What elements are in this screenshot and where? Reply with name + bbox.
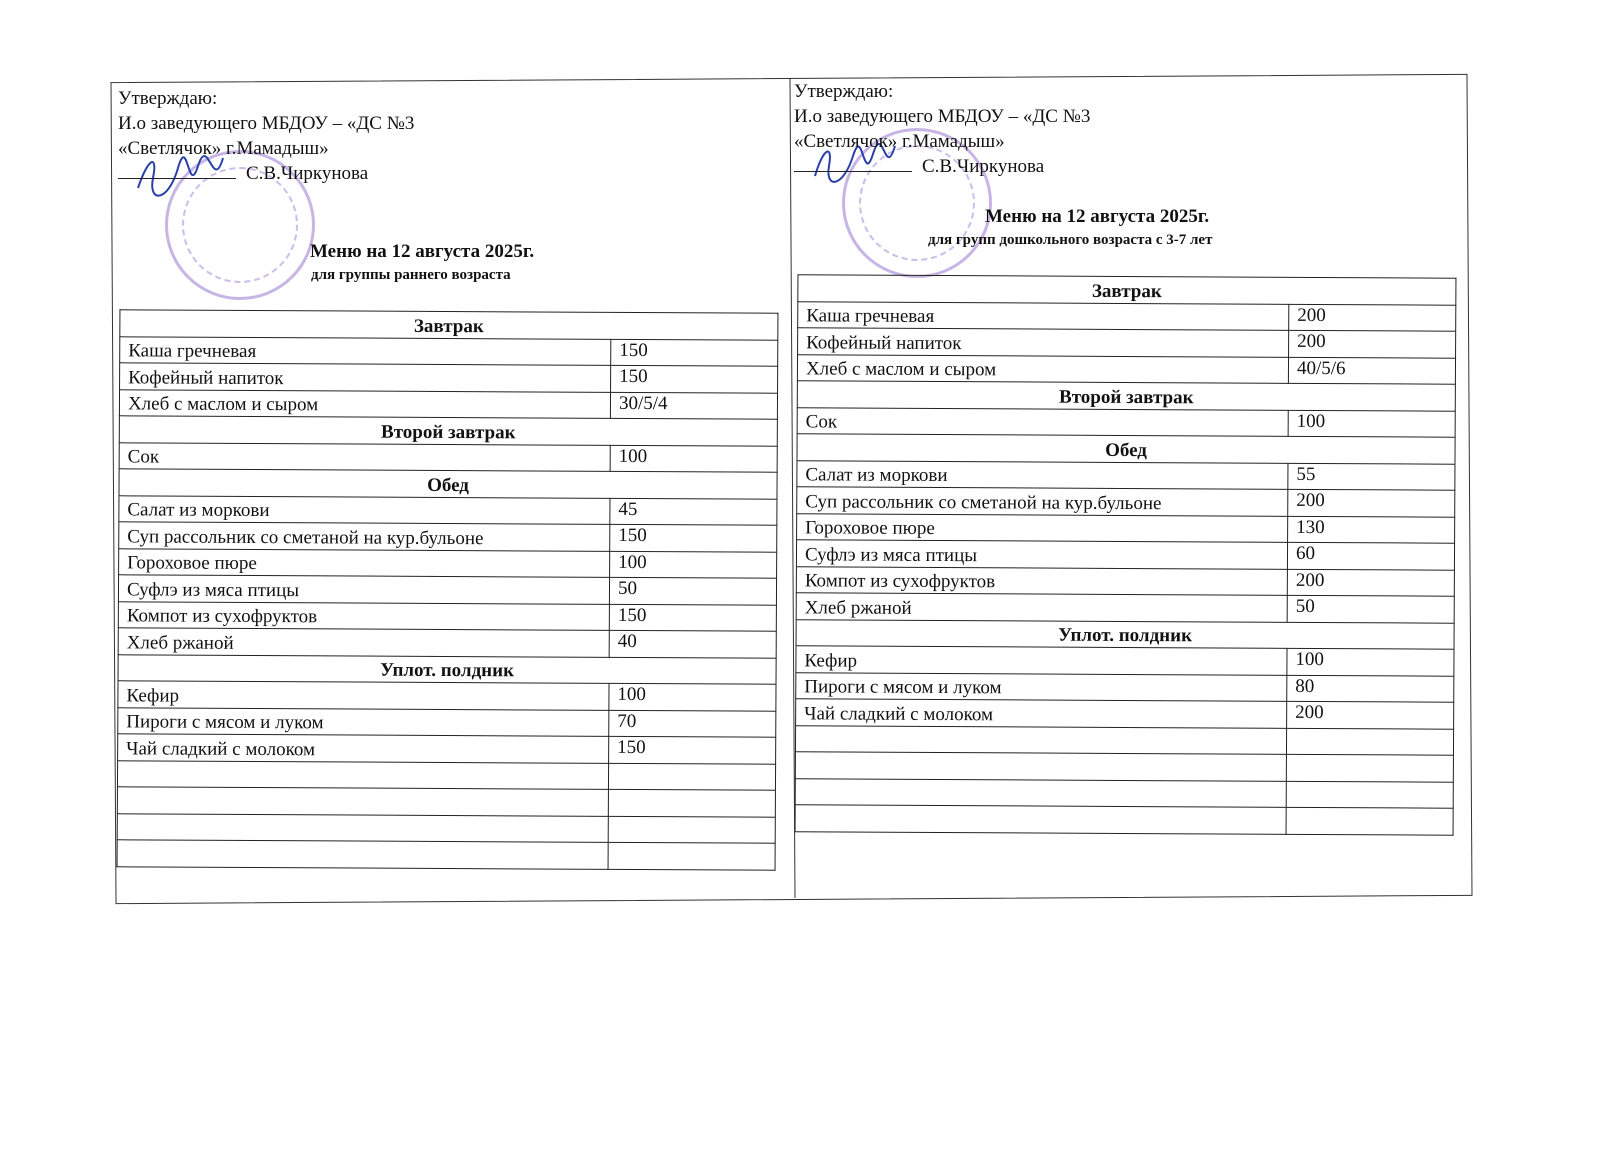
portion-size: [608, 789, 775, 816]
dish-name: Хлеб ржаной: [118, 628, 609, 657]
section-header: Уплот. полдник: [118, 654, 776, 684]
portion-size: 200: [1287, 701, 1454, 728]
portion-size: 100: [610, 445, 777, 472]
table-row: [797, 460, 1455, 490]
section-row: [118, 654, 776, 684]
portion-size: 100: [610, 551, 777, 578]
table-row: [118, 734, 776, 764]
dish-name: Кофейный напиток: [798, 328, 1289, 357]
table-row: [798, 301, 1456, 331]
dish-name: Компот из сухофруктов: [796, 566, 1287, 595]
portion-size: 60: [1287, 542, 1454, 569]
portion-size: 200: [1289, 304, 1456, 331]
section-header: Обед: [797, 434, 1455, 464]
dish-name: [795, 805, 1286, 834]
dish-name: Чай сладкий с молоком: [118, 734, 609, 763]
table-row: [119, 495, 777, 525]
section-row: [798, 275, 1456, 305]
table-row: [117, 813, 775, 843]
table-row: [796, 646, 1454, 676]
table-row: [797, 354, 1455, 384]
organization-name: «Светлячок» г.Мамадыш»: [794, 131, 1005, 152]
dish-name: [795, 778, 1286, 807]
table-row: [795, 778, 1453, 808]
portion-size: [608, 816, 775, 843]
table-row: [119, 548, 777, 578]
section-row: [797, 381, 1455, 411]
portion-size: 200: [1288, 489, 1455, 516]
portion-size: 55: [1288, 463, 1455, 490]
dish-name: Чай сладкий с молоком: [796, 699, 1287, 728]
dish-name: Кофейный напиток: [120, 363, 611, 392]
section-header: Уплот. полдник: [796, 619, 1454, 649]
dish-name: Хлеб ржаной: [796, 593, 1287, 622]
dish-name: [117, 840, 608, 869]
table-row: [796, 672, 1454, 702]
portion-size: 70: [609, 710, 776, 737]
dish-name: Суп рассольник со сметаной на кур.бульоне: [797, 487, 1288, 516]
dish-name: [117, 760, 608, 789]
approval-block-right: [794, 79, 1090, 179]
section-header: Второй завтрак: [797, 381, 1455, 411]
portion-size: [1286, 781, 1453, 808]
portion-size: 150: [609, 736, 776, 763]
portion-size: [1286, 728, 1453, 755]
portion-size: 150: [611, 339, 778, 366]
approver-position: И.о заведующего МБДОУ – «ДС №3: [118, 113, 415, 134]
menu-table-right: [795, 274, 1457, 835]
portion-size: [608, 842, 775, 869]
table-row: [797, 407, 1455, 437]
table-row: [117, 760, 775, 790]
organization-name: «Светлячок» г.Мамадыш»: [118, 138, 329, 159]
portion-size: 45: [610, 498, 777, 525]
dish-name: Кефир: [118, 681, 609, 710]
dish-name: Пироги с мясом и луком: [796, 672, 1287, 701]
dish-name: Суфлэ из мяса птицы: [118, 575, 609, 604]
dish-name: Суп рассольник со сметаной на кур.бульоне: [119, 522, 610, 551]
section-header: Второй завтрак: [119, 416, 777, 446]
signature-line: [794, 171, 912, 172]
dish-name: [117, 813, 608, 842]
portion-size: 40/5/6: [1288, 357, 1455, 384]
table-row: [118, 681, 776, 711]
approval-label: Утверждаю:: [118, 88, 218, 109]
portion-size: 50: [609, 577, 776, 604]
portion-size: [608, 763, 775, 790]
section-row: [119, 469, 777, 499]
dish-name: Хлеб с маслом и сыром: [119, 389, 610, 418]
dish-name: Салат из моркови: [119, 495, 610, 524]
section-row: [119, 416, 777, 446]
section-header: Завтрак: [120, 310, 778, 340]
dish-name: [117, 787, 608, 816]
section-row: [797, 434, 1455, 464]
signer-name: С.В.Чиркунова: [246, 163, 369, 184]
portion-size: 200: [1287, 569, 1454, 596]
portion-size: 100: [609, 683, 776, 710]
table-row: [118, 601, 776, 631]
dish-name: Компот из сухофруктов: [118, 601, 609, 630]
dish-name: Гороховое пюре: [119, 548, 610, 577]
table-row: [119, 389, 777, 419]
section-row: [120, 310, 778, 340]
table-row: [796, 566, 1454, 596]
dish-name: [795, 725, 1286, 754]
dish-name: Гороховое пюре: [797, 513, 1288, 542]
portion-size: 150: [609, 604, 776, 631]
table-row: [798, 328, 1456, 358]
portion-size: 30/5/4: [610, 392, 777, 419]
table-row: [119, 522, 777, 552]
section-row: [796, 619, 1454, 649]
approval-block-left: [118, 86, 414, 186]
table-row: [795, 752, 1453, 782]
table-row: [796, 540, 1454, 570]
table-row: [795, 805, 1453, 835]
table-row: [119, 442, 777, 472]
menu-title-right: Меню на 12 августа 2025г.: [985, 206, 1210, 227]
portion-size: [1286, 754, 1453, 781]
table-row: [795, 725, 1453, 755]
menu-table-left: [117, 309, 779, 870]
table-row: [797, 513, 1455, 543]
dish-name: Хлеб с маслом и сыром: [797, 354, 1288, 383]
dish-name: Пироги с мясом и луком: [118, 707, 609, 736]
menu-subtitle-left: для группы раннего возраста: [311, 267, 511, 283]
portion-size: 100: [1287, 648, 1454, 675]
portion-size: 200: [1289, 330, 1456, 357]
table-row: [796, 699, 1454, 729]
signature-line: [118, 178, 236, 179]
dish-name: Салат из моркови: [797, 460, 1288, 489]
portion-size: 150: [611, 365, 778, 392]
table-row: [120, 336, 778, 366]
table-row: [797, 487, 1455, 517]
approver-position: И.о заведующего МБДОУ – «ДС №3: [794, 106, 1091, 127]
approval-label: Утверждаю:: [794, 81, 894, 102]
portion-size: 150: [610, 524, 777, 551]
portion-size: 50: [1287, 595, 1454, 622]
table-row: [120, 363, 778, 393]
table-row: [118, 628, 776, 658]
dish-name: Суфлэ из мяса птицы: [796, 540, 1287, 569]
dish-name: Каша гречневая: [120, 336, 611, 365]
dish-name: Сок: [119, 442, 610, 471]
dish-name: Кефир: [796, 646, 1287, 675]
section-header: Завтрак: [798, 275, 1456, 305]
portion-size: 100: [1288, 410, 1455, 437]
portion-size: 80: [1287, 675, 1454, 702]
table-row: [117, 787, 775, 817]
portion-size: 40: [609, 630, 776, 657]
portion-size: 130: [1288, 516, 1455, 543]
table-row: [118, 575, 776, 605]
menu-title-left: Меню на 12 августа 2025г.: [310, 241, 535, 262]
dish-name: Каша гречневая: [798, 301, 1289, 330]
portion-size: [1286, 807, 1453, 834]
signer-name: С.В.Чиркунова: [922, 156, 1045, 177]
table-row: [117, 840, 775, 870]
dish-name: Сок: [797, 407, 1288, 436]
table-row: [118, 707, 776, 737]
dish-name: [795, 752, 1286, 781]
menu-subtitle-right: для групп дошкольного возраста с 3-7 лет: [928, 232, 1213, 248]
section-header: Обед: [119, 469, 777, 499]
table-row: [796, 593, 1454, 623]
